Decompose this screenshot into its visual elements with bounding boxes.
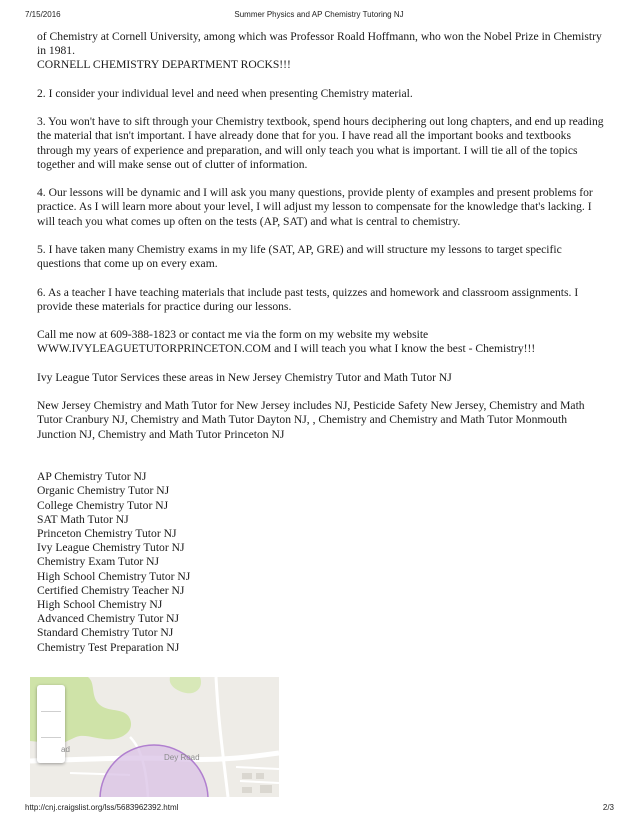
map-building (260, 785, 272, 793)
map-canvas (30, 677, 279, 797)
document-body (37, 30, 607, 655)
list-item: Chemistry Test Preparation NJ (37, 640, 180, 654)
road-label-partial: ad (61, 745, 70, 754)
list-item: Chemistry Exam Tutor NJ (37, 555, 160, 569)
point-4: 4. Our lessons will be dynamic and I will ask you many questions, provide plenty of examples and present problems for practice. As I will learn more about your level, I will adjust my lesson to compensate for the knowledge that's lacking. I will teach you what comes up often on the tests (AP, SAT) and what is central to chemistry. (37, 186, 593, 228)
list-item: Advanced Chemistry Tutor NJ (37, 612, 180, 626)
tutor-list (37, 470, 607, 655)
source-url: http://cnj.craigslist.org/lss/5683962392.html (25, 803, 179, 812)
list-item: Organic Chemistry Tutor NJ (37, 484, 170, 498)
location-map[interactable] (30, 677, 279, 797)
list-item: Standard Chemistry Tutor NJ (37, 626, 174, 640)
list-item: Certified Chemistry Teacher NJ (37, 583, 185, 597)
map-building (256, 773, 264, 779)
locations-included: New Jersey Chemistry and Math Tutor for New Jersey includes NJ, Pesticide Safety New Jersey, Chemistry and Math Tutor Cranbury NJ, Chemistry and Math Tutor Dayton NJ, , Chemistry and Chemistry and Math Tutor Monmouth Junction NJ, Chemistry and Math Tutor Princeton NJ (37, 399, 585, 441)
map-building (242, 773, 252, 779)
list-item: Princeton Chemistry Tutor NJ (37, 526, 177, 540)
print-date: 7/15/2016 (25, 10, 61, 19)
page-header (0, 10, 638, 22)
list-item: SAT Math Tutor NJ (37, 512, 129, 526)
shout-line: CORNELL CHEMISTRY DEPARTMENT ROCKS!!! (37, 58, 291, 72)
list-item: College Chemistry Tutor NJ (37, 498, 169, 512)
intro-paragraph: of Chemistry at Cornell University, among which was Professor Roald Hoffmann, who won the Nobel Prize in Chemistry in 1981. (37, 30, 602, 58)
map-building (242, 787, 252, 793)
call-to-action: Call me now at 609-388-1823 or contact me via the form on my website my website WWW.IVYLEAGUETUTORPRINCETON.COM and I will teach you what I know the best - Chemistry!!! (37, 328, 536, 356)
page-footer (0, 803, 638, 815)
point-3: 3. You won't have to sift through your Chemistry textbook, spend hours deciphering out long chapters, and end up reading the material that isn't important. I have already done that for you. I have read all the important books and textbooks through my years of experience and preparation, and will only teach you what is important. I will tie all of the topics together and will make sense out of clutter of information. (37, 115, 604, 171)
list-item: High School Chemistry Tutor NJ (37, 569, 191, 583)
service-areas: Ivy League Tutor Services these areas in New Jersey Chemistry Tutor and Math Tutor NJ (37, 370, 452, 384)
point-6: 6. As a teacher I have teaching materials that include past tests, quizzes and homework and classroom assignments. I provide these materials for practice during our lessons. (37, 285, 579, 313)
list-item: AP Chemistry Tutor NJ (37, 470, 147, 484)
list-item: Ivy League Chemistry Tutor NJ (37, 541, 185, 555)
list-item: High School Chemistry NJ (37, 597, 163, 611)
page-number: 2/3 (602, 803, 614, 812)
point-2: 2. I consider your individual level and need when presenting Chemistry material. (37, 86, 413, 100)
page-title: Summer Physics and AP Chemistry Tutoring NJ (234, 10, 404, 19)
road-label: Dey Road (164, 753, 200, 762)
point-5: 5. I have taken many Chemistry exams in my life (SAT, AP, GRE) and will structure my lessons to target specific questions that come up on every exam. (37, 242, 562, 271)
